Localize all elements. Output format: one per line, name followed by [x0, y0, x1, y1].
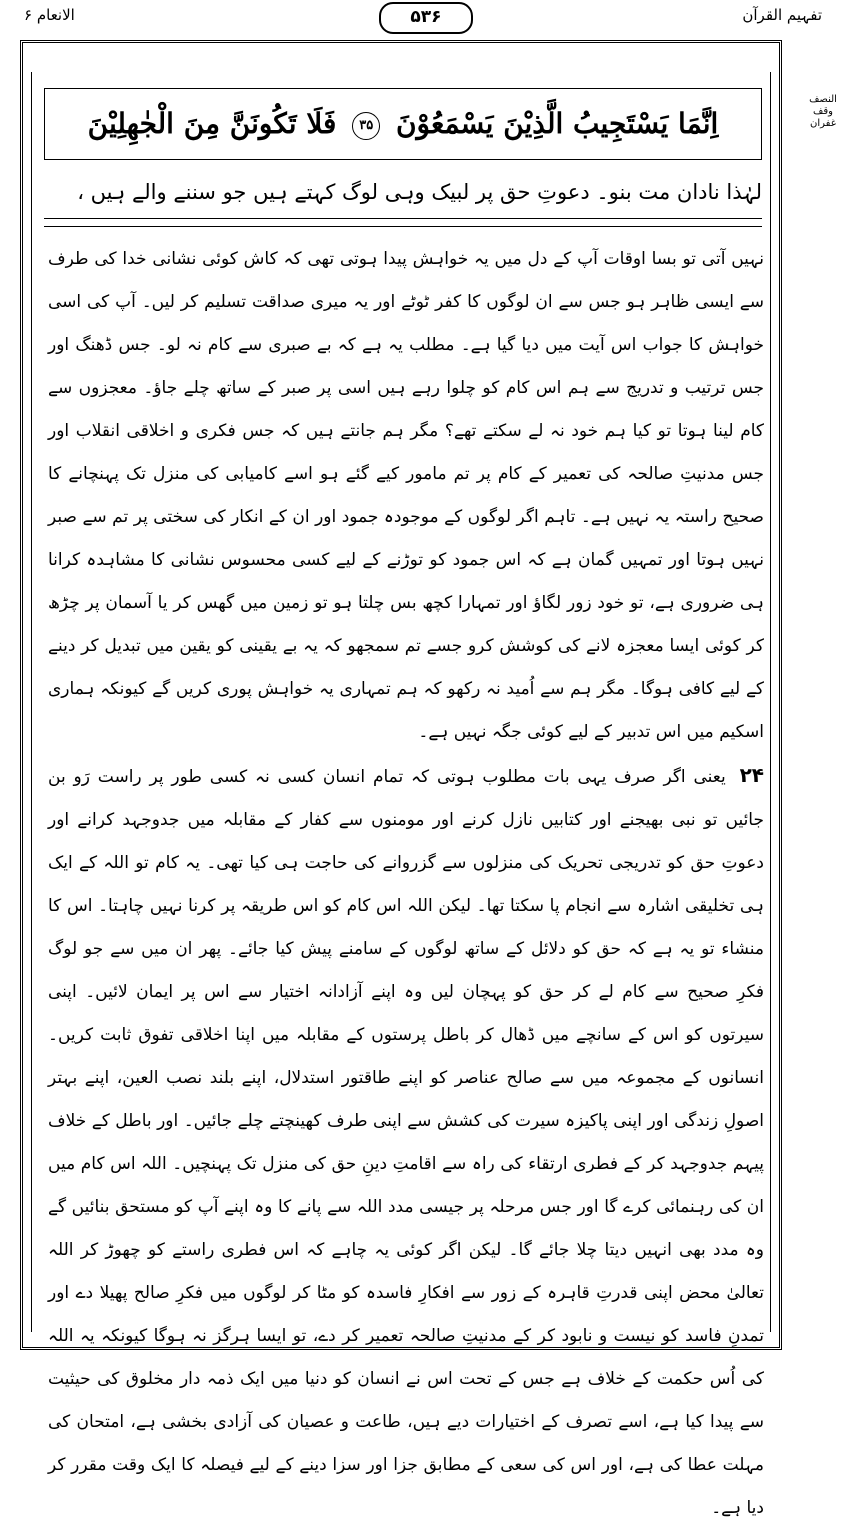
margin-note: النصف وقف غفران	[809, 94, 837, 129]
commentary-paragraph	[48, 754, 764, 1530]
commentary	[48, 238, 764, 1530]
commentary-paragraph: نہیں آتی تو بسا اوقات آپ کے دل میں یہ خواہش پیدا ہوتی تھی کہ کاش کوئی نشانی خدا کی طرف سے ایسی ظاہر ہو جس سے ان لوگوں کا کفر ٹوٹے اور یہ میری صداقت تسلیم کر لیں۔ آپ کی اسی خواہش کا جواب اس آیت میں دیا گیا ہے۔ مطلب یہ ہے کہ بے صبری سے کام نہ لو۔ جس ڈھنگ اور جس ترتیب و تدریج سے ہم اس کام کو چلوا رہے ہیں اسی پر صبر کے ساتھ چلے جاؤ۔ معجزوں سے کام لینا ہوتا تو کیا ہم خود نہ لے سکتے تھے؟ مگر ہم جانتے ہیں کہ جس فکری و اخلاقی انقلاب اور جس مدنیتِ صالحہ کی تعمیر کے کام پر تم مامور کیے گئے ہو اسے کامیابی کی منزل تک پہنچانے کا صحیح راستہ یہ نہیں ہے۔ تاہم اگر لوگوں کے موجودہ جمود اور ان کے انکار کی سختی پر تم سے صبر نہیں ہوتا اور تمہیں گمان ہے کہ اس جمود کو توڑنے کے لیے کسی محسوس نشانی کا مشاہدہ کرانا ہی ضروری ہے، تو خود زور لگاؤ اور تمہارا کچھ بس چلتا ہو تو زمین میں گھس کر یا آسمان پر چڑھ کر کوئی ایسا معجزہ لانے کی کوشش کرو جسے تم سمجھو کہ یہ بے یقینی کو یقین میں تبدیل کر دینے کے لیے کافی ہوگا۔ مگر ہم سے اُمید نہ رکھو کہ ہم تمہاری یہ خواہش پوری کریں گے کیونکہ ہماری اسکیم میں اس تدبیر کے لیے کوئی جگہ نہیں ہے۔	[48, 249, 764, 742]
verse-part-2: اِنَّمَا يَسْتَجِيبُ الَّذِيْنَ يَسْمَعُوْنَ	[395, 107, 719, 140]
arabic-verse	[44, 96, 762, 152]
left-column-ornament	[22, 72, 32, 1332]
right-column-ornament	[770, 72, 780, 1332]
ayah-number: ۳۵	[352, 112, 380, 140]
divider	[44, 218, 762, 219]
divider	[44, 226, 762, 227]
verse-part-1: فَلَا تَكُونَنَّ مِنَ الْجٰهِلِيْنَ	[87, 107, 337, 140]
page-number: ۵۳۶	[379, 2, 473, 34]
book-title: تفہیم القرآن	[742, 6, 822, 24]
page-header	[0, 0, 848, 34]
footnote-text: یعنی اگر صرف یہی بات مطلوب ہوتی کہ تمام انسان کسی نہ کسی طور پر راست رَو بن جائیں تو نبی بھیجنے اور کتابیں نازل کرنے اور مومنوں سے کفار کے مقابلہ میں جدوجہد کرانے اور دعوتِ حق کو تدریجی تحریک کی منزلوں سے گزروانے کی حاجت ہی کیا تھی۔ یہ کام تو اللہ کے ایک ہی تخلیقی اشارہ سے انجام پا سکتا تھا۔ لیکن اللہ اس کام کو اس طریقہ پر کرنا نہیں چاہتا۔ اس کا منشاء تو یہ ہے کہ حق کو دلائل کے ساتھ لوگوں کے سامنے پیش کیا جائے۔ پھر ان میں سے جو لوگ فکرِ صحیح سے کام لے کر حق کو پہچان لیں وہ اپنے آزادانہ اختیار سے اس پر ایمان لائیں۔ اپنی سیرتوں کو اس کے سانچے میں ڈھال کر باطل پرستوں کے مقابلہ میں اپنا اخلاقی تفوق ثابت کریں۔ انسانوں کے مجموعہ میں سے صالح عناصر کو اپنے طاقتور استدلال، اپنے بلند نصب العین، اپنے بہتر اصولِ زندگی اور اپنی پاکیزہ سیرت کی کشش سے اپنی طرف کھینچتے چلے جائیں۔ اور باطل کے خلاف پیہم جدوجہد کر کے فطری ارتقاء کی راہ سے اقامتِ دینِ حق کی منزل تک پہنچیں۔ اللہ اس کام میں ان کی رہنمائی کرے گا اور جس مرحلہ پر جیسی مدد اللہ سے پانے کا وہ اپنے آپ کو مستحق بنائیں گے وہ مدد بھی انہیں دیتا چلا جائے گا۔ لیکن اگر کوئی یہ چاہے کہ اس فطری راستے کو چھوڑ کر اللہ تعالیٰ محض اپنی قدرتِ قاہرہ کے زور سے افکارِ فاسدہ کو مٹا کر لوگوں میں فکرِ صالح پھیلا دے اور تمدنِ فاسد کو نیست و نابود کر کے مدنیتِ صالحہ تعمیر کر دے، تو ایسا ہرگز نہ ہوگا کیونکہ یہ اللہ کی اُس حکمت کے خلاف ہے جس کے تحت اس نے انسان کو دنیا میں ایک ذمہ دار مخلوق کی حیثیت سے پیدا کیا ہے، اسے تصرف کے اختیارات دیے ہیں، طاعت و عصیان کی آزادی بخشی ہے، امتحان کی مہلت عطا کی ہے، اور اس کی سعی کے مطابق جزا اور سزا دینے کے لیے فیصلہ کا ایک وقت مقرر کر دیا ہے۔	[48, 767, 764, 1518]
footnote-number: ۲۴	[739, 763, 764, 787]
translation: لہٰذا نادان مت بنو۔ دعوتِ حق پر لبیک وہی لوگ کہتے ہیں جو سننے والے ہیں ،	[77, 180, 762, 204]
surah-name: الانعام ۶	[24, 6, 75, 24]
